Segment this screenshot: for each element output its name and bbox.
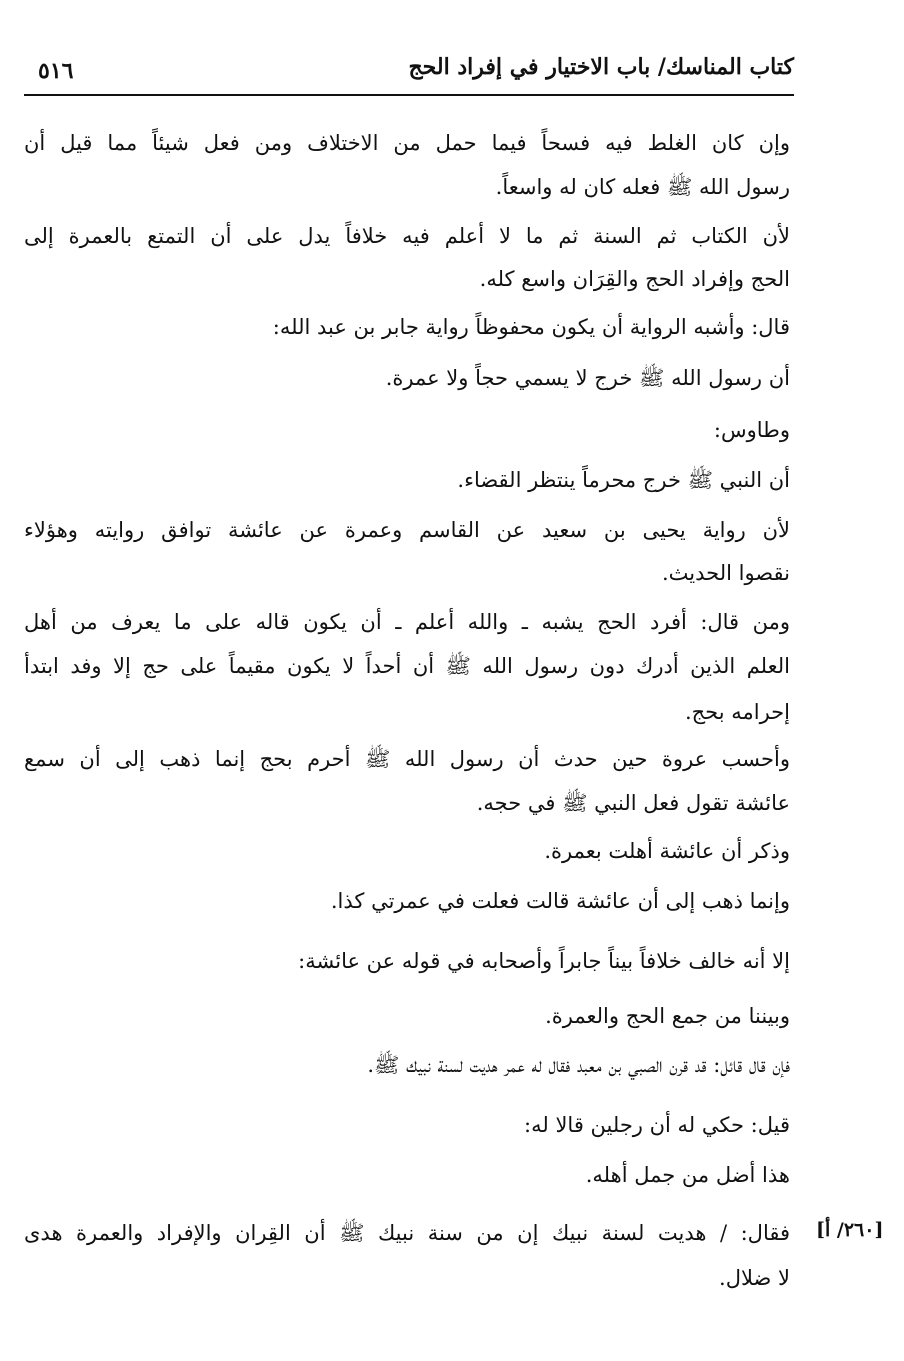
- text-line: رسول الله ﷺ فعله كان له واسعاً.: [495, 175, 790, 199]
- text-line: عائشة تقول فعل النبي ﷺ في حجه.: [476, 791, 790, 815]
- text-line: لأن الكتاب ثم السنة ثم ما لا أعلم فيه خلافاً يدل على أن التمتع بالعمرة إلى: [24, 224, 790, 248]
- running-header: [24, 48, 794, 96]
- text-line: فقال: / هديت لسنة نبيك إن من سنة نبيك ﷺ أن القِران والإفراد والعمرة هدى: [24, 1221, 790, 1245]
- text-line: الحج وإفراد الحج والقِرَان واسع كله.: [479, 267, 790, 291]
- page-number: ٥١٦: [38, 58, 74, 84]
- text-line: وأحسب عروة حين حدث أن رسول الله ﷺ أحرم بحج إنما ذهب إلى أن سمع: [24, 747, 790, 771]
- running-title: كتاب المناسك/ باب الاختيار في إفراد الحج: [408, 54, 794, 80]
- text-line: العلم الذين أدرك دون رسول الله ﷺ أن أحداً لا يكون مقيماً على حج إلا وفد ابتدأ: [24, 654, 790, 678]
- text-line: أن النبي ﷺ خرج محرماً ينتظر القضاء.: [457, 468, 790, 492]
- text-line: فإن قال قائل: قد قرن الصبي بن معبد فقال له عمر هديت لسنة نبيك ﷺ.: [367, 1053, 790, 1077]
- text-line: لا ضلال.: [719, 1266, 790, 1290]
- text-line: قيل: حكي له أن رجلين قالا له:: [524, 1113, 790, 1137]
- text-line: وإن كان الغلط فيه فسحاً فيما حمل من الاختلاف ومن فعل شيئاً مما قيل أن: [24, 131, 790, 155]
- text-line: وإنما ذهب إلى أن عائشة قالت فعلت في عمرتي كذا.: [330, 889, 790, 913]
- text-line: لأن رواية يحيى بن سعيد عن القاسم وعمرة عن عائشة توافق روايته وهؤلاء: [24, 518, 790, 542]
- margin-folio-note: [٢٦٠/ أ]: [816, 1219, 884, 1241]
- text-line: إحرامه بحج.: [684, 700, 790, 724]
- text-line: هذا أضل من جمل أهله.: [585, 1163, 790, 1187]
- text-line: إلا أنه خالف خلافاً بيناً جابراً وأصحابه في قوله عن عائشة:: [298, 949, 790, 973]
- text-line: نقصوا الحديث.: [662, 561, 790, 585]
- text-line: أن رسول الله ﷺ خرج لا يسمي حجاً ولا عمرة.: [385, 366, 790, 390]
- text-line: وذكر أن عائشة أهلت بعمرة.: [544, 839, 790, 863]
- text-line: ومن قال: أفرد الحج يشبه ـ والله أعلم ـ أن يكون قاله على ما يعرف من أهل: [24, 610, 790, 634]
- text-line: وطاوس:: [713, 418, 790, 442]
- text-line: وبيننا من جمع الحج والعمرة.: [545, 1004, 790, 1028]
- text-line: قال: وأشبه الرواية أن يكون محفوظاً رواية جابر بن عبد الله:: [272, 315, 790, 339]
